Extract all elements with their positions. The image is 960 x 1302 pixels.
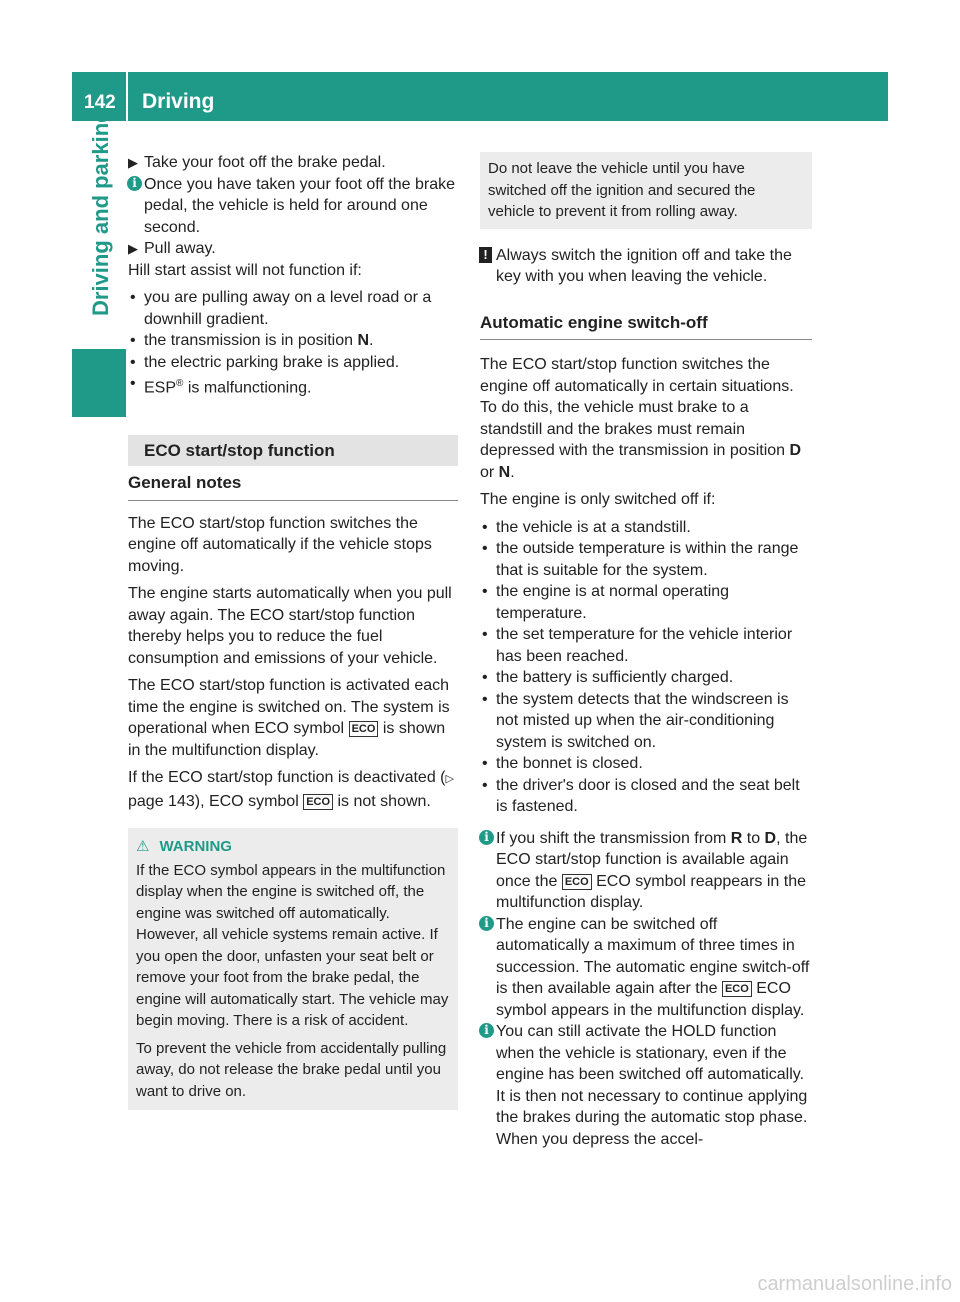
section-title: ECO start/stop function: [128, 435, 458, 467]
list-item: • the driver's door is closed and the seat belt is fastened.: [482, 776, 800, 815]
page-number: 142: [84, 92, 116, 113]
list-item: • the vehicle is at a standstill.: [482, 518, 691, 536]
side-tab: [72, 109, 126, 1186]
side-tab-label: Driving and parking: [88, 109, 113, 316]
instruction-step: ▶ Take your foot off the brake pedal.: [128, 152, 458, 174]
subheading: General notes: [128, 466, 458, 501]
list-item: • the system detects that the windscreen is not misted up when the air-conditioning system is switched on.: [482, 690, 789, 751]
note-box: Do not leave the vehicle until you have switched off the ignition and secured the vehicle to prevent it from rolling away.: [480, 152, 812, 229]
hill-start-intro: Hill start assist will not function if:: [128, 261, 362, 279]
instruction-step: ▶ Pull away.: [128, 238, 458, 260]
list-item: • the battery is sufficiently charged.: [482, 669, 734, 686]
header-separator: [126, 72, 128, 121]
warning-icon: ⚠: [136, 838, 150, 856]
warning-box: [128, 828, 458, 1110]
paragraph: The ECO start/stop function switches the engine off automatically if the vehicle stops moving.: [128, 514, 432, 575]
info-icon: i: [479, 830, 494, 845]
paragraph: The ECO start/stop function is activated each time the engine is switched on. The system is operational when ECO symbol ECO is shown in the multifunction display.: [128, 677, 450, 759]
paragraph: If the ECO start/stop function is deactivated (▷ page 143), ECO symbol ECO is not shown.: [128, 769, 454, 810]
eco-icon: ECO: [722, 981, 752, 997]
list-item: • the transmission is in position N.: [130, 332, 374, 349]
list-item: • the engine is at normal operating temperature.: [482, 583, 730, 622]
list-item: • the electric parking brake is applied.: [130, 353, 400, 371]
info-icon: i: [127, 176, 142, 191]
warning-text: To prevent the vehicle from accidentally pulling away, do not release the brake pedal until you want to drive on.: [136, 1039, 447, 1100]
info-note: i You can still activate the HOLD function when the vehicle is stationary, even if the engine has been switched off automatically. It is then not necessary to continue applying the brakes during the automatic stop phase. When you depress the accel-: [480, 1021, 812, 1150]
footer-watermark: carmanualsonline.info: [757, 1273, 952, 1295]
warning-title: ⚠ WARNING: [136, 838, 232, 856]
page-ref-arrow-icon: ▷: [445, 773, 454, 786]
paragraph: The engine starts automatically when you pull away again. The ECO start/stop function thereby helps you to reduce the fuel consumption and emissions of your vehicle.: [128, 585, 452, 667]
info-note: i Once you have taken your foot off the brake pedal, the vehicle is held for around one second.: [128, 174, 458, 239]
list-item: • ESP® is malfunctioning.: [130, 375, 312, 397]
eco-icon: ECO: [349, 721, 379, 737]
list-item: • the outside temperature is within the range that is suitable for the system.: [482, 540, 799, 579]
exclamation-icon: !: [479, 247, 492, 263]
subheading: Automatic engine switch-off: [480, 306, 812, 341]
info-note: i The engine can be switched off automatically a maximum of three times in succession. The automatic engine switch-off is then available again after the ECO ECO symbol appears in the multifunction display.: [480, 914, 812, 1022]
arrow-icon: ▶: [128, 241, 138, 256]
paragraph: The engine is only switched off if:: [480, 491, 716, 508]
info-icon: i: [479, 916, 494, 931]
list-item: • the set temperature for the vehicle interior has been reached.: [482, 626, 793, 665]
info-note: i If you shift the transmission from R to D, the ECO start/stop function is available again once the ECO ECO symbol reappears in the multifunction display.: [480, 828, 812, 914]
list-item: • you are pulling away on a level road or a downhill gradient.: [130, 289, 432, 328]
list-item: • the bonnet is closed.: [482, 755, 643, 772]
warning-text: If the ECO symbol appears in the multifunction display when the engine is switched off, the engine was switched off automatically. However, all vehicle systems remain active. If you open the door, unfasten your seat belt or remove your foot from the brake pedal, the engine will automatically start. The vehicle may begin moving. There is a risk of accident.: [136, 861, 449, 1030]
eco-icon: ECO: [303, 794, 333, 810]
paragraph: The ECO start/stop function switches the engine off automatically in certain situations. To do this, the vehicle must brake to a standstill and the brakes must remain depressed with the transmission in position D or N.: [480, 356, 802, 481]
info-icon: i: [479, 1023, 494, 1038]
left-column: [128, 152, 458, 1110]
page-header: [72, 72, 888, 121]
side-tab-block: [72, 349, 126, 417]
arrow-icon: ▶: [128, 155, 138, 170]
caution-note: ! Always switch the ignition off and take the key with you when leaving the vehicle.: [480, 245, 812, 288]
chapter-title: Driving: [142, 90, 215, 113]
right-column: [480, 152, 812, 1150]
eco-icon: ECO: [562, 874, 592, 890]
